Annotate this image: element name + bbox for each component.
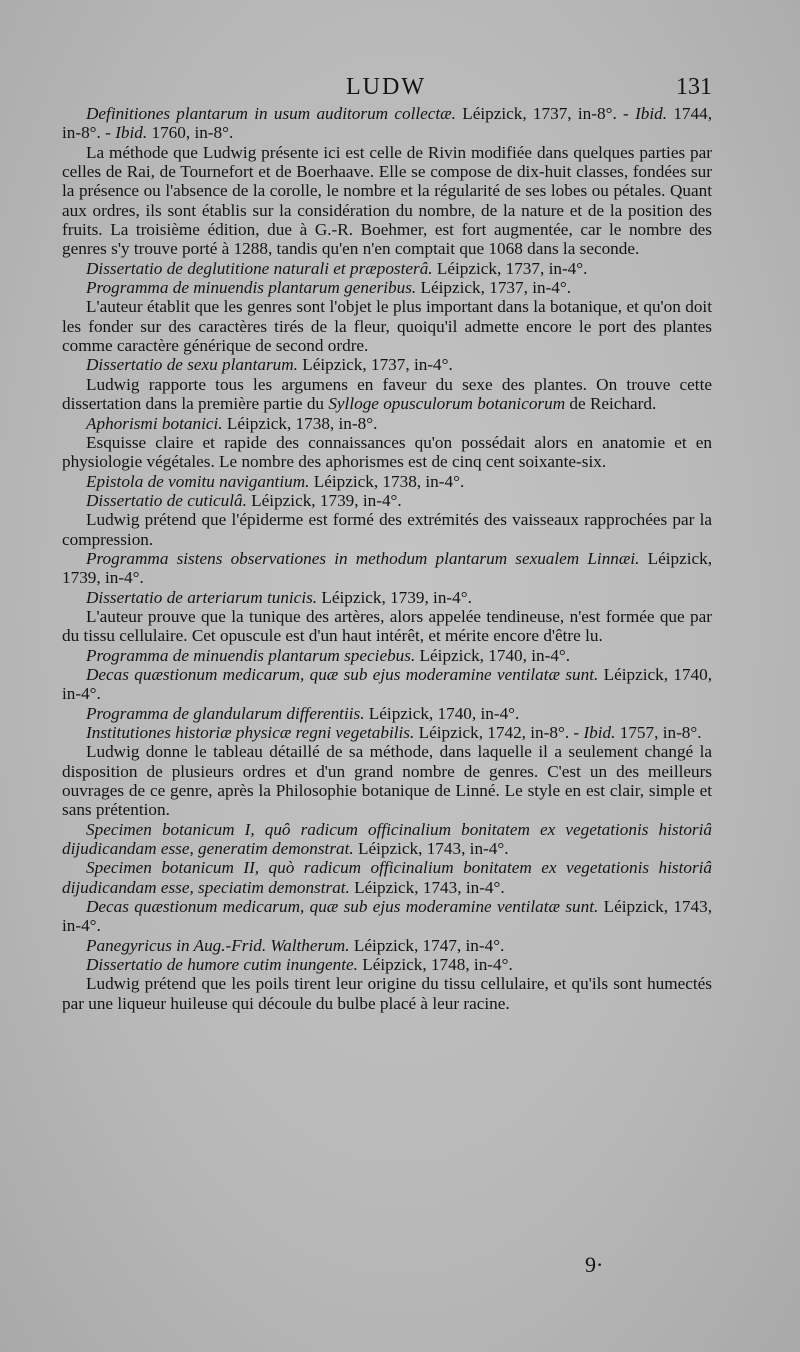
entry-title: Institutiones historiæ physicæ regni vegetabilis. (86, 723, 415, 742)
entry-title: Decas quæstionum medicarum, quæ sub ejus moderamine ventilatæ sunt. (86, 897, 599, 917)
commentary-text: Ludwig prétend que les poils tirent leur origine du tissu cellulaire, et qu'ils sont humectés par une liqueur huileuse qui découle du bulbe placé à leur racine. (62, 974, 712, 1013)
signature-mark: 9· (585, 1252, 604, 1277)
commentary-paragraph (62, 742, 712, 819)
commentary-paragraph (62, 974, 712, 1013)
bibliography-entry (62, 491, 712, 510)
bibliography-entry (62, 820, 712, 859)
entry-imprint: 1744, in-8°. - (62, 104, 713, 143)
commentary-paragraph (62, 143, 712, 259)
entry-imprint: Léipzick, 1737, in-4°. (297, 355, 453, 375)
entry-title: Dissertatio de humore cutim inungente. (86, 955, 358, 975)
entry-imprint: Léipzick, 1740, in-4°. (62, 664, 712, 704)
entry-imprint: Léipzick, 1738, in-4°. (309, 471, 465, 491)
bibliography-entry (62, 646, 712, 665)
entry-title: Ibid. (115, 123, 148, 143)
bibliography-entry (62, 955, 712, 974)
bibliography-entry (62, 897, 712, 936)
bibliography-entry (62, 723, 712, 742)
entry-imprint: Léipzick, 1737, in-8°. - (455, 104, 636, 123)
commentary-text: Ludwig donne le tableau détaillé de sa méthode, dans laquelle il a seulement changé la disposition de plusieurs ordres et d'un grand nombre de genres. C'est un des meilleurs ouvrages de ce genre, après la Philosophie botanique de Linné. Le style en est clair, simple et sans prétention. (62, 742, 712, 820)
entry-imprint: Léipzick, 1740, in-4°. (364, 703, 520, 723)
entry-imprint: Léipzick, 1748, in-4°. (357, 955, 513, 975)
bibliography-entry (62, 104, 712, 143)
entry-imprint: Léipzick, 1747, in-4°. (349, 935, 505, 955)
bibliography-entry (62, 858, 712, 897)
entry-title: Programma de glandularum differentiis. (86, 703, 365, 723)
entry-imprint: Léipzick, 1740, in-4°. (415, 645, 571, 665)
entry-title: Decas quæstionum medicarum, quæ sub ejus moderamine ventilatæ sunt. (86, 664, 599, 684)
cited-title: Sylloge opusculorum botanicorum (328, 394, 566, 414)
entry-title: Specimen botanicum I, quô radicum officinalium bonitatem ex vegetationis historiâ dijudicandam esse, generatim demonstrat. (62, 819, 712, 859)
bibliography-entry (62, 704, 712, 723)
entry-title: Programma de minuendis plantarum speciebus. (86, 645, 416, 665)
entry-imprint: 1760, in-8°. (147, 123, 234, 143)
entry-title: Specimen botanicum II, quò radicum officinalium bonitatem ex vegetationis historiâ dijudicandam esse, speciatim demonstrat. (62, 858, 712, 897)
commentary-text: Esquisse claire et rapide des connaissances qu'on possédait alors en anatomie et en physiologie végétales. Le nombre des aphorismes est de cinq cent soixante-six. (62, 432, 712, 472)
bibliography-entry (62, 278, 712, 297)
entry-imprint: Léipzick, 1743, in-4°. (62, 897, 712, 936)
commentary-paragraph (62, 375, 712, 414)
entry-imprint: Léipzick, 1739, in-4°. (317, 587, 472, 607)
body-text (62, 104, 712, 1013)
bibliography-entry (62, 588, 712, 607)
commentary-text: de Reichard. (565, 394, 657, 414)
entry-title: Ibid. (635, 104, 668, 123)
commentary-text: La méthode que Ludwig présente ici est celle de Rivin modifiée dans quelques parties par celles de Rai, de Tournefort et de Boerhaave. Elle se compose de dix-huit classes, fondées sur la présence ou l'absence de la corolle, le nombre et la régularité de ses lobes ou pétales. Quant aux ordres, ils sont établis sur la considération du nombre, de la nature et de la position des fruits. La troisième édition, due à G.-R. Boehmer, est fort augmentée, car le nombre des genres s'y trouve porté à 1288, tandis qu'en n'en comptait que 1068 dans la seconde. (62, 142, 712, 259)
commentary-text: Ludwig prétend que l'épiderme est formé des extrémités des vaisseaux rapprochées par la compression. (62, 510, 712, 549)
page-number: 131 (676, 74, 712, 100)
bibliography-entry (62, 259, 712, 278)
commentary-text: L'auteur prouve que la tunique des artères, alors appelée tendineuse, n'est formée que par du tissu cellulaire. Cet opuscule est d'un haut intérêt, et mérite encore d'être lu. (62, 606, 712, 646)
entry-imprint: Léipzick, 1737, in-4°. (416, 278, 572, 298)
entry-title: Aphorismi botanici. (86, 413, 223, 433)
entry-title: Programma sistens observationes in methodum plantarum sexualem Linnæi. (86, 548, 640, 568)
commentary-paragraph (62, 607, 712, 646)
bibliography-entry (62, 472, 712, 491)
entry-title: Definitiones plantarum in usum auditorum collectæ. (86, 104, 456, 123)
entry-title: Ibid. (583, 723, 616, 742)
running-head: LUDW (346, 74, 426, 100)
entry-title: Dissertatio de sexu plantarum. (86, 355, 298, 375)
entry-imprint: Léipzick, 1739, in-4°. (62, 548, 712, 588)
entry-imprint: Léipzick, 1738, in-8°. (222, 413, 378, 433)
entry-title: Dissertatio de deglutitione naturali et præposterâ. (86, 258, 433, 278)
entry-title: Dissertatio de arteriarum tunicis. (86, 587, 318, 607)
entry-title: Panegyricus in Aug.-Frid. Waltherum. (86, 935, 350, 955)
entry-title: Dissertatio de cuticulâ. (86, 490, 247, 510)
entry-imprint: Léipzick, 1739, in-4°. (246, 490, 402, 510)
commentary-paragraph (62, 297, 712, 355)
entry-title: Epistola de vomitu navigantium. (86, 471, 310, 491)
bibliography-entry (62, 355, 712, 374)
entry-title: Programma de minuendis plantarum generibus. (86, 278, 417, 298)
bibliography-entry (62, 936, 712, 955)
entry-imprint: Léipzick, 1737, in-4°. (432, 258, 588, 278)
commentary-paragraph (62, 510, 712, 549)
entry-imprint: Léipzick, 1742, in-8°. - (414, 723, 584, 742)
bibliography-entry (62, 549, 712, 588)
bibliography-entry (62, 414, 712, 433)
commentary-paragraph (62, 433, 712, 472)
commentary-text: Ludwig rapporte tous les argumens en faveur du sexe des plantes. On trouve cette dissertation dans la première partie du (62, 374, 712, 414)
bibliography-entry (62, 665, 712, 704)
entry-imprint: 1757, in-8°. (615, 723, 702, 742)
commentary-text: L'auteur établit que les genres sont l'objet le plus important dans la botanique, et qu'on doit les fonder sur des caractères tirés de la fleur, quoiqu'il admette encore le port des plantes comme caractère générique de second ordre. (62, 297, 712, 356)
page-header (60, 74, 712, 108)
entry-imprint: Léipzick, 1743, in-4°. (349, 877, 505, 897)
entry-imprint: Léipzick, 1743, in-4°. (353, 839, 509, 859)
